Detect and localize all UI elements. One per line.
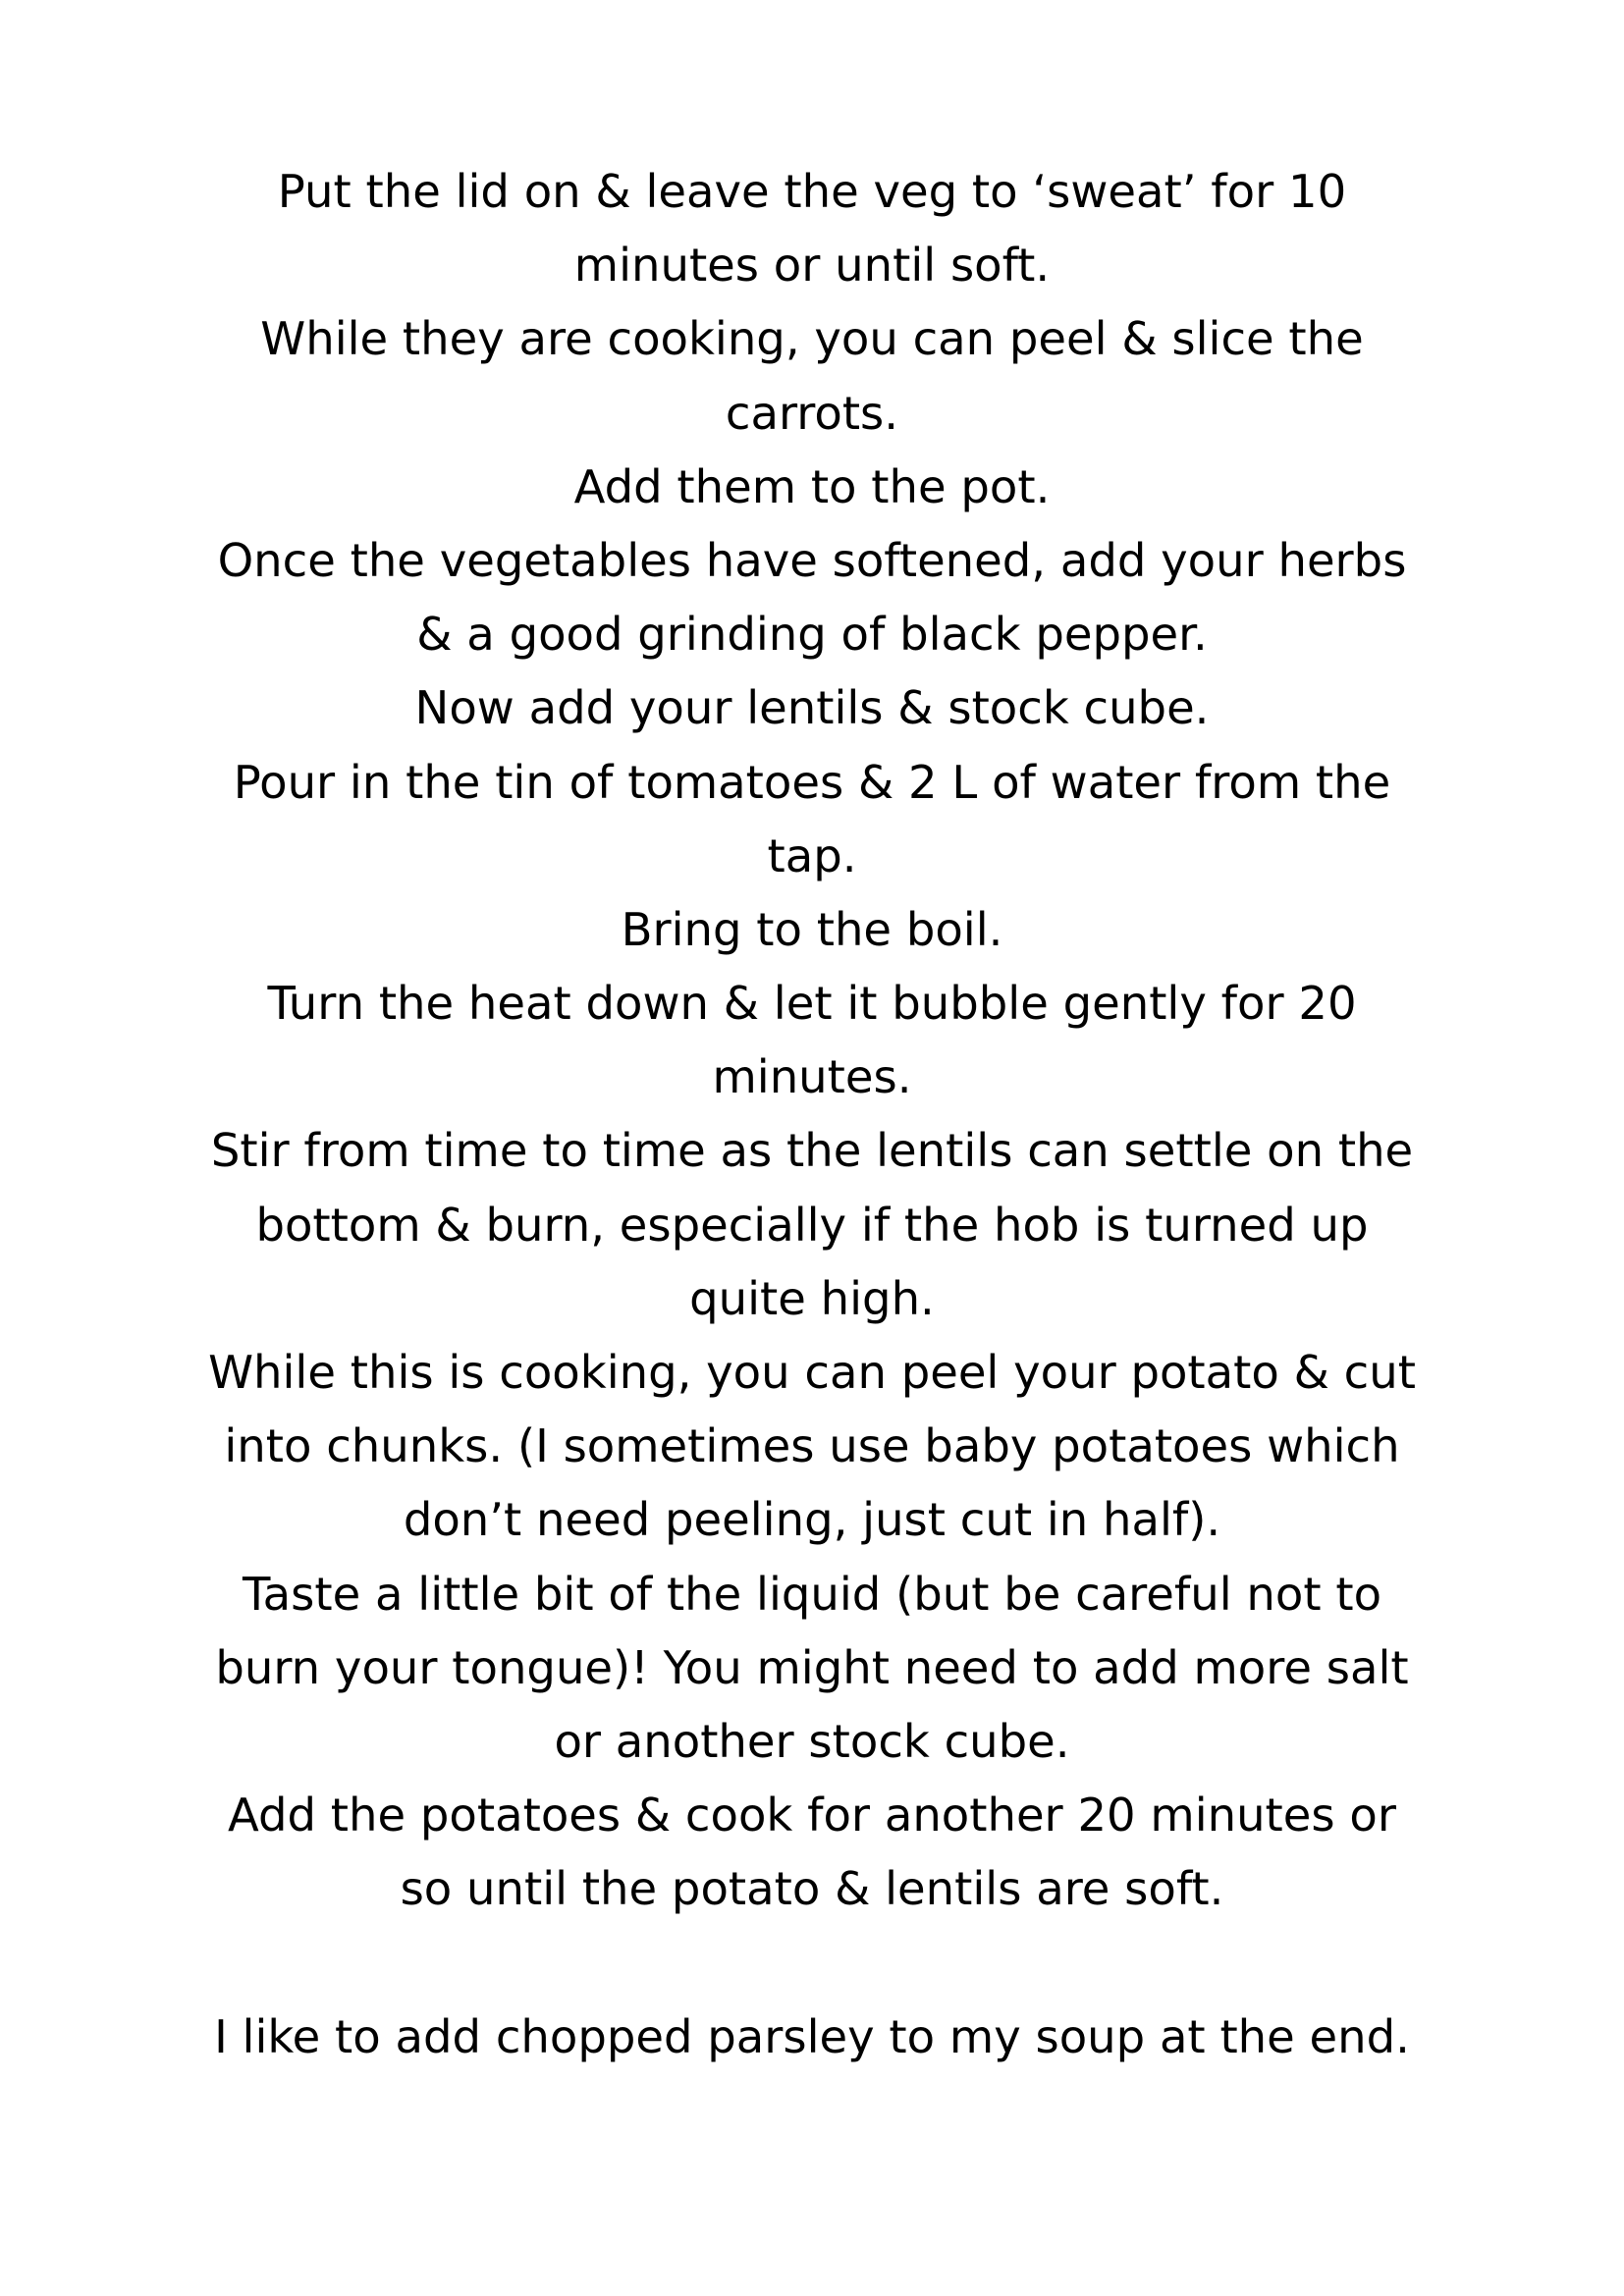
- text-line: Once the vegetables have softened, add your herbs: [217, 533, 1407, 587]
- text-line: Put the lid on & leave the veg to ‘sweat’ for 10: [277, 165, 1347, 218]
- closing-line: I like to add chopped parsley to my soup at the end.: [214, 2009, 1410, 2063]
- text-line: into chunks. (I sometimes use baby potatoes which: [224, 1419, 1400, 1473]
- text-line: minutes or until soft.: [573, 239, 1051, 293]
- text-line: While this is cooking, you can peel your potato & cut: [208, 1346, 1416, 1399]
- text-line: tap.: [767, 828, 857, 882]
- text-line: While they are cooking, you can peel & slice the: [260, 312, 1364, 366]
- text-line: or another stock cube.: [554, 1714, 1070, 1768]
- text-line: Add the potatoes & cook for another 20 minutes or: [228, 1789, 1396, 1842]
- text-line: Now add your lentils & stock cube.: [414, 681, 1210, 735]
- recipe-method-text: [98, 155, 1526, 2074]
- text-line: Taste a little bit of the liquid (but be careful not to: [242, 1567, 1382, 1621]
- text-line: Add them to the pot.: [573, 459, 1051, 513]
- text-line: burn your tongue)! You might need to add more salt: [215, 1640, 1409, 1694]
- text-line: Turn the heat down & let it bubble gently for 20: [267, 977, 1357, 1031]
- text-line: bottom & burn, especially if the hob is turned up: [255, 1198, 1369, 1252]
- blank-line: [98, 1927, 1526, 2001]
- text-line: don’t need peeling, just cut in half).: [403, 1493, 1221, 1547]
- text-line: so until the potato & lentils are soft.: [400, 1862, 1224, 1916]
- text-line: quite high.: [689, 1271, 935, 1325]
- text-line: & a good grinding of black pepper.: [416, 608, 1208, 662]
- text-line: Pour in the tin of tomatoes & 2 L of water from the: [233, 755, 1391, 809]
- text-line: Bring to the boil.: [621, 902, 1003, 956]
- text-line: minutes.: [712, 1050, 912, 1104]
- text-line: carrots.: [725, 386, 899, 440]
- text-line: Stir from time to time as the lentils can settle on the: [210, 1124, 1414, 1178]
